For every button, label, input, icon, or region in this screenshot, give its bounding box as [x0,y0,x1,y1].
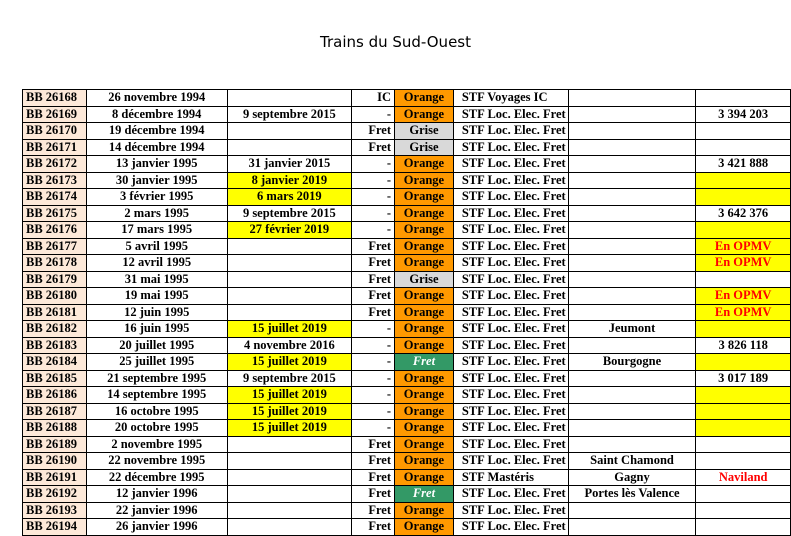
cell-number [696,271,791,288]
cell-location [568,106,696,123]
cell-locomotive-id: BB 26178 [23,255,87,272]
table-row [23,156,791,173]
cell-type: - [352,222,395,239]
cell-number [696,486,791,503]
cell-location [568,420,696,437]
cell-number [696,436,791,453]
cell-second-date [227,519,352,536]
cell-stf: STF Loc. Elec. Fret [453,453,568,470]
table-body [23,90,791,536]
cell-livery: Grise [395,271,454,288]
cell-stf: STF Loc. Elec. Fret [453,321,568,338]
cell-stf: STF Loc. Elec. Fret [453,519,568,536]
cell-type: - [352,189,395,206]
cell-type: Fret [352,271,395,288]
cell-location [568,139,696,156]
cell-second-date: 15 juillet 2019 [227,354,352,371]
cell-location [568,255,696,272]
cell-locomotive-id: BB 26177 [23,238,87,255]
cell-number [696,172,791,189]
cell-service-date: 20 juillet 1995 [86,337,227,354]
cell-locomotive-id: BB 26174 [23,189,87,206]
cell-number [696,354,791,371]
cell-location [568,502,696,519]
cell-stf: STF Loc. Elec. Fret [453,304,568,321]
cell-stf: STF Loc. Elec. Fret [453,156,568,173]
table-row [23,255,791,272]
cell-livery: Orange [395,469,454,486]
cell-locomotive-id: BB 26183 [23,337,87,354]
cell-service-date: 22 novembre 1995 [86,453,227,470]
cell-type: Fret [352,255,395,272]
cell-type: Fret [352,238,395,255]
table-row [23,337,791,354]
cell-service-date: 14 septembre 1995 [86,387,227,404]
cell-stf: STF Loc. Elec. Fret [453,222,568,239]
cell-livery: Orange [395,238,454,255]
cell-locomotive-id: BB 26184 [23,354,87,371]
table-row [23,502,791,519]
cell-type: Fret [352,453,395,470]
cell-second-date [227,255,352,272]
cell-service-date: 31 mai 1995 [86,271,227,288]
cell-livery: Orange [395,387,454,404]
cell-locomotive-id: BB 26176 [23,222,87,239]
cell-number [696,420,791,437]
cell-second-date: 9 septembre 2015 [227,370,352,387]
cell-service-date: 14 décembre 1994 [86,139,227,156]
cell-service-date: 22 décembre 1995 [86,469,227,486]
cell-locomotive-id: BB 26190 [23,453,87,470]
cell-location [568,288,696,305]
table-row [23,354,791,371]
cell-type: IC [352,90,395,107]
cell-location [568,403,696,420]
cell-service-date: 20 octobre 1995 [86,420,227,437]
cell-number: En OPMV [696,288,791,305]
cell-service-date: 8 décembre 1994 [86,106,227,123]
cell-second-date [227,90,352,107]
cell-location [568,387,696,404]
cell-second-date [227,288,352,305]
cell-location: Jeumont [568,321,696,338]
cell-number [696,519,791,536]
cell-location [568,436,696,453]
cell-stf: STF Loc. Elec. Fret [453,420,568,437]
cell-type: Fret [352,304,395,321]
cell-second-date [227,436,352,453]
cell-stf: STF Loc. Elec. Fret [453,238,568,255]
cell-number: 3 017 189 [696,370,791,387]
cell-livery: Orange [395,222,454,239]
cell-second-date: 15 juillet 2019 [227,420,352,437]
cell-livery: Orange [395,255,454,272]
cell-service-date: 2 mars 1995 [86,205,227,222]
table-row [23,403,791,420]
cell-locomotive-id: BB 26169 [23,106,87,123]
cell-locomotive-id: BB 26180 [23,288,87,305]
cell-livery: Orange [395,205,454,222]
cell-service-date: 21 septembre 1995 [86,370,227,387]
cell-number [696,387,791,404]
cell-locomotive-id: BB 26175 [23,205,87,222]
cell-location [568,337,696,354]
cell-second-date: 8 janvier 2019 [227,172,352,189]
cell-number [696,189,791,206]
table-row [23,139,791,156]
cell-number: En OPMV [696,304,791,321]
table-row [23,123,791,140]
cell-locomotive-id: BB 26188 [23,420,87,437]
cell-livery: Orange [395,420,454,437]
cell-livery: Grise [395,139,454,156]
cell-type: Fret [352,502,395,519]
cell-number [696,222,791,239]
cell-locomotive-id: BB 26171 [23,139,87,156]
cell-number [696,321,791,338]
cell-stf: STF Loc. Elec. Fret [453,106,568,123]
cell-livery: Orange [395,337,454,354]
cell-service-date: 19 mai 1995 [86,288,227,305]
cell-stf: STF Loc. Elec. Fret [453,189,568,206]
cell-second-date [227,486,352,503]
cell-type: - [352,370,395,387]
cell-service-date: 16 octobre 1995 [86,403,227,420]
table-row [23,469,791,486]
cell-service-date: 3 février 1995 [86,189,227,206]
cell-location [568,156,696,173]
cell-service-date: 25 juillet 1995 [86,354,227,371]
table-row [23,222,791,239]
cell-service-date: 16 juin 1995 [86,321,227,338]
cell-type: Fret [352,519,395,536]
cell-livery: Orange [395,453,454,470]
cell-number: 3 642 376 [696,205,791,222]
cell-livery: Orange [395,288,454,305]
cell-service-date: 17 mars 1995 [86,222,227,239]
cell-type: Fret [352,139,395,156]
cell-locomotive-id: BB 26194 [23,519,87,536]
cell-type: - [352,156,395,173]
cell-locomotive-id: BB 26191 [23,469,87,486]
cell-second-date: 31 janvier 2015 [227,156,352,173]
cell-livery: Orange [395,156,454,173]
cell-locomotive-id: BB 26187 [23,403,87,420]
cell-livery: Orange [395,370,454,387]
table-row [23,370,791,387]
table-row [23,321,791,338]
page-title: Trains du Sud-Ouest [320,33,471,51]
cell-stf: STF Loc. Elec. Fret [453,370,568,387]
cell-type: - [352,106,395,123]
cell-stf: STF Loc. Elec. Fret [453,502,568,519]
table-row [23,172,791,189]
cell-service-date: 5 avril 1995 [86,238,227,255]
cell-stf: STF Loc. Elec. Fret [453,403,568,420]
cell-type: - [352,205,395,222]
cell-location [568,172,696,189]
cell-livery: Orange [395,189,454,206]
cell-location [568,238,696,255]
cell-number: Naviland [696,469,791,486]
cell-second-date: 6 mars 2019 [227,189,352,206]
cell-location: Portes lès Valence [568,486,696,503]
cell-locomotive-id: BB 26189 [23,436,87,453]
cell-second-date: 9 septembre 2015 [227,205,352,222]
cell-stf: STF Loc. Elec. Fret [453,139,568,156]
cell-type: - [352,321,395,338]
cell-livery: Orange [395,90,454,107]
cell-number: 3 394 203 [696,106,791,123]
table-row [23,387,791,404]
cell-location [568,271,696,288]
cell-number [696,453,791,470]
cell-number: En OPMV [696,255,791,272]
cell-second-date: 9 septembre 2015 [227,106,352,123]
table-row [23,90,791,107]
cell-location [568,205,696,222]
cell-type: Fret [352,288,395,305]
cell-livery: Grise [395,123,454,140]
table-row [23,436,791,453]
cell-location [568,189,696,206]
table-row [23,205,791,222]
cell-second-date: 27 février 2019 [227,222,352,239]
cell-livery: Orange [395,321,454,338]
cell-stf: STF Loc. Elec. Fret [453,354,568,371]
cell-service-date: 2 novembre 1995 [86,436,227,453]
table-row [23,519,791,536]
table-row [23,453,791,470]
cell-type: Fret [352,123,395,140]
cell-stf: STF Loc. Elec. Fret [453,123,568,140]
cell-second-date: 4 novembre 2016 [227,337,352,354]
table-row [23,420,791,437]
table-row [23,486,791,503]
cell-livery: Orange [395,304,454,321]
table-row [23,238,791,255]
cell-second-date: 15 juillet 2019 [227,403,352,420]
cell-livery: Fret [395,354,454,371]
cell-livery: Orange [395,106,454,123]
table-row [23,106,791,123]
cell-second-date [227,502,352,519]
cell-stf: STF Voyages IC [453,90,568,107]
cell-livery: Orange [395,436,454,453]
cell-locomotive-id: BB 26185 [23,370,87,387]
cell-locomotive-id: BB 26173 [23,172,87,189]
cell-second-date [227,304,352,321]
cell-location [568,304,696,321]
cell-stf: STF Loc. Elec. Fret [453,486,568,503]
table-row [23,288,791,305]
cell-location: Gagny [568,469,696,486]
cell-location [568,519,696,536]
cell-service-date: 12 avril 1995 [86,255,227,272]
cell-stf: STF Loc. Elec. Fret [453,271,568,288]
cell-service-date: 30 janvier 1995 [86,172,227,189]
cell-locomotive-id: BB 26168 [23,90,87,107]
cell-locomotive-id: BB 26172 [23,156,87,173]
cell-stf: STF Loc. Elec. Fret [453,255,568,272]
cell-stf: STF Loc. Elec. Fret [453,387,568,404]
cell-service-date: 12 juin 1995 [86,304,227,321]
cell-locomotive-id: BB 26179 [23,271,87,288]
cell-number [696,90,791,107]
cell-stf: STF Loc. Elec. Fret [453,337,568,354]
cell-type: - [352,387,395,404]
cell-stf: STF Loc. Elec. Fret [453,288,568,305]
cell-type: Fret [352,486,395,503]
cell-type: - [352,337,395,354]
cell-second-date [227,469,352,486]
cell-location [568,370,696,387]
cell-livery: Orange [395,172,454,189]
cell-service-date: 12 janvier 1996 [86,486,227,503]
cell-service-date: 26 janvier 1996 [86,519,227,536]
cell-stf: STF Loc. Elec. Fret [453,172,568,189]
cell-service-date: 22 janvier 1996 [86,502,227,519]
cell-number [696,139,791,156]
cell-second-date: 15 juillet 2019 [227,321,352,338]
cell-service-date: 19 décembre 1994 [86,123,227,140]
cell-type: - [352,420,395,437]
cell-locomotive-id: BB 26170 [23,123,87,140]
cell-location [568,90,696,107]
cell-location: Saint Chamond [568,453,696,470]
cell-second-date: 15 juillet 2019 [227,387,352,404]
cell-service-date: 26 novembre 1994 [86,90,227,107]
cell-number [696,502,791,519]
cell-type: - [352,172,395,189]
cell-location [568,222,696,239]
cell-type: Fret [352,436,395,453]
cell-second-date [227,139,352,156]
cell-locomotive-id: BB 26192 [23,486,87,503]
table-row [23,271,791,288]
locomotive-table [22,89,791,536]
table-row [23,189,791,206]
cell-type: - [352,354,395,371]
cell-locomotive-id: BB 26193 [23,502,87,519]
cell-second-date [227,453,352,470]
cell-location: Bourgogne [568,354,696,371]
cell-number: En OPMV [696,238,791,255]
cell-type: Fret [352,469,395,486]
cell-stf: STF Loc. Elec. Fret [453,205,568,222]
cell-type: - [352,403,395,420]
cell-service-date: 13 janvier 1995 [86,156,227,173]
cell-number: 3 421 888 [696,156,791,173]
cell-location [568,123,696,140]
cell-stf: STF Mastéris [453,469,568,486]
cell-number [696,123,791,140]
cell-second-date [227,238,352,255]
cell-second-date [227,123,352,140]
table-row [23,304,791,321]
cell-locomotive-id: BB 26186 [23,387,87,404]
cell-locomotive-id: BB 26181 [23,304,87,321]
cell-second-date [227,271,352,288]
cell-livery: Orange [395,502,454,519]
cell-livery: Orange [395,519,454,536]
cell-number: 3 826 118 [696,337,791,354]
cell-locomotive-id: BB 26182 [23,321,87,338]
cell-stf: STF Loc. Elec. Fret [453,436,568,453]
cell-number [696,403,791,420]
cell-livery: Orange [395,403,454,420]
cell-livery: Fret [395,486,454,503]
